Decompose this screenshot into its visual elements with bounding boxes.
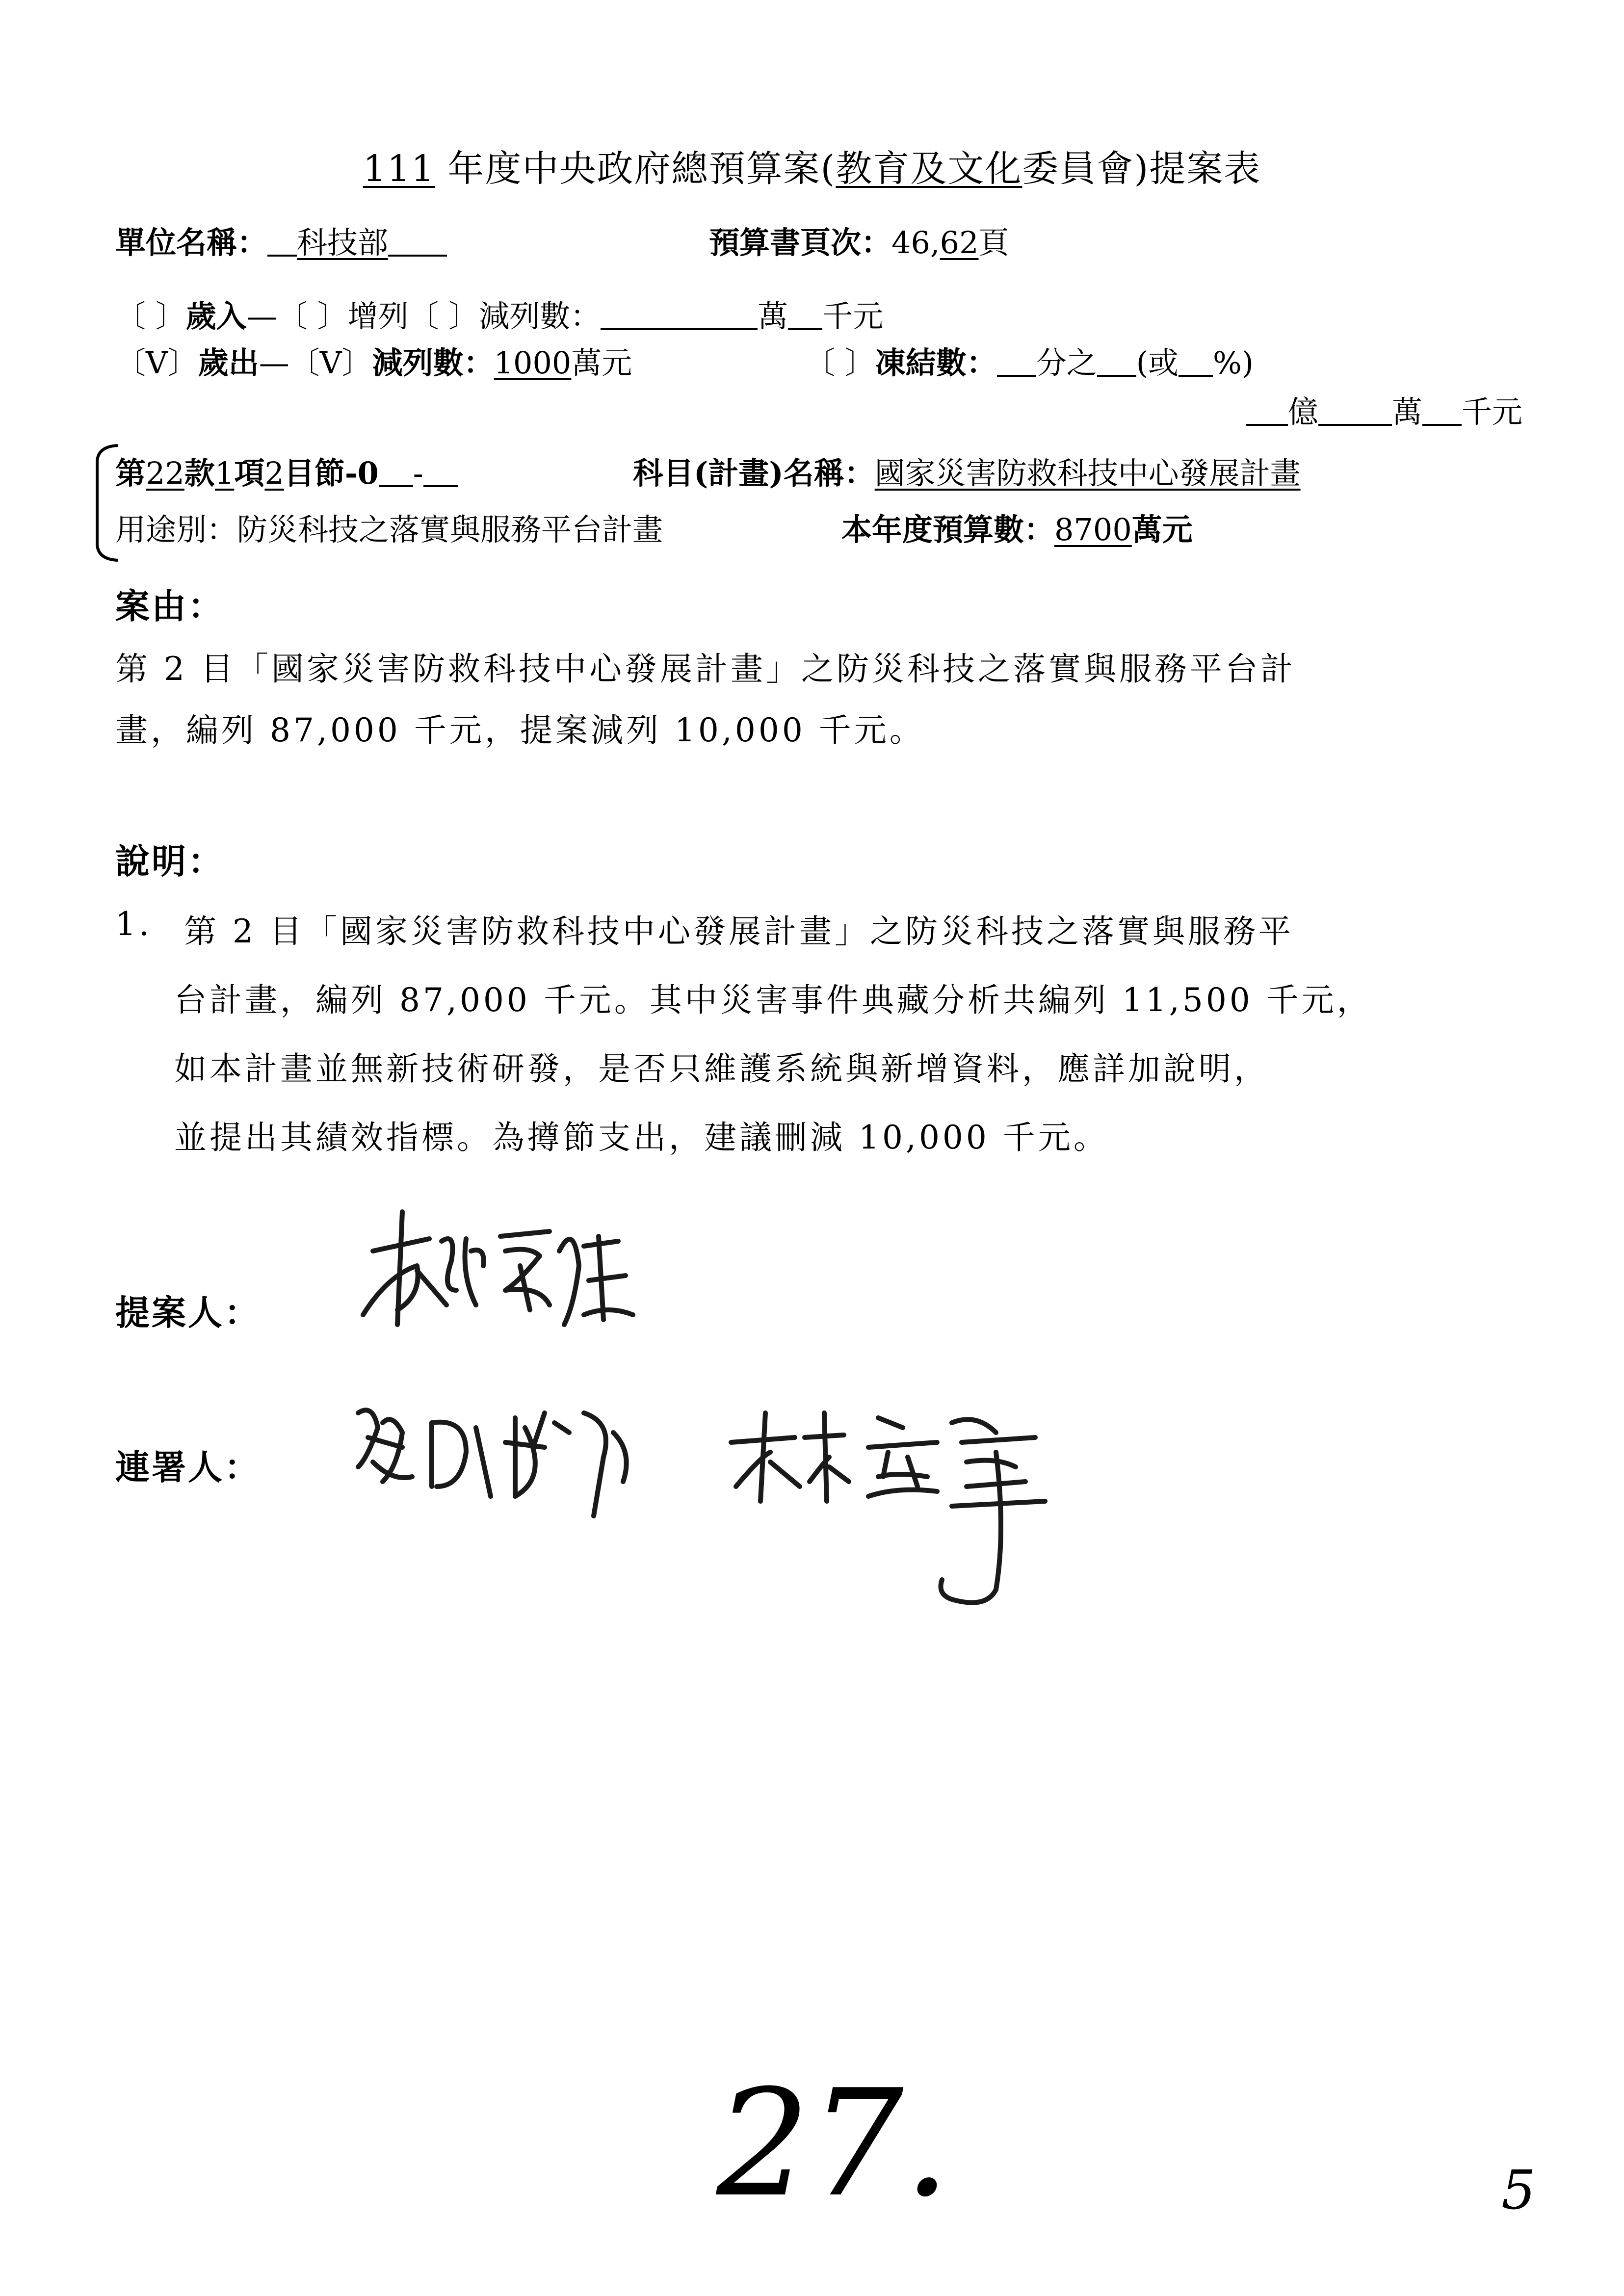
freeze-wan: 萬	[1392, 394, 1423, 430]
freeze-checkbox: 〔 〕	[805, 345, 875, 381]
subject-name-value: 國家災害防救科技中心發展計畫	[874, 455, 1301, 491]
budget-pages-suffix: 頁	[978, 225, 1009, 261]
decrease-label: 減列數：	[479, 298, 601, 334]
increase-label: 增列	[347, 298, 409, 334]
kuan-label: 款	[184, 455, 215, 491]
freeze-amount-line	[1246, 388, 1522, 431]
explanation-line-1: 第 2 目「國家災害防救科技中心發展計畫」之防災科技之落實與服務平	[184, 913, 1294, 950]
title-year: 111	[363, 148, 435, 190]
kuan-value: 22	[146, 455, 184, 491]
unit-name-label: 單位名稱：	[115, 225, 268, 261]
cosigner-label: 連署人：	[115, 1447, 261, 1487]
mu-label: 目節-0	[284, 455, 379, 491]
expenditure-dash: —	[259, 345, 289, 381]
freeze-yi: 億	[1288, 394, 1319, 430]
page-number-text: 27.	[716, 2058, 951, 2229]
reason-line-2: 畫，編列 87,000 千元，提案減列 10,000 千元。	[115, 711, 925, 749]
subject-dash: -	[413, 455, 423, 491]
subject-name-row	[633, 449, 1301, 493]
increase-checkbox: 〔 〕	[277, 298, 348, 334]
freeze-huo: (或	[1136, 345, 1179, 381]
cosigner-signature-1-icon	[339, 1383, 653, 1531]
reason-heading: 案由：	[115, 586, 224, 626]
title-part1: 年度中央政府總預算案(	[435, 148, 836, 190]
xiang-label: 項	[234, 455, 265, 491]
revenue-qian: 千元	[822, 298, 884, 334]
annual-budget-value: 8700	[1054, 512, 1132, 548]
unit-name-row	[115, 218, 447, 262]
freeze-fen: 分之	[1036, 345, 1097, 381]
form-title	[0, 140, 1624, 192]
explanation-line-3: 如本計畫並無新技術研發，是否只維護系統與新增資料，應詳加說明，	[174, 1050, 1269, 1088]
explanation-line-4: 並提出其績效指標。為撙節支出，建議刪減 10,000 千元。	[174, 1119, 1109, 1156]
title-part2: 委員會)提案表	[1022, 148, 1261, 190]
usage-value: 防災科技之落實與服務平台計畫	[237, 512, 663, 548]
annual-budget-label: 本年度預算數：	[841, 512, 1055, 548]
freeze-line	[805, 339, 1254, 382]
explanation-line-2: 台計畫，編列 87,000 千元。其中災害事件典藏分析共編列 11,500 千元，	[174, 981, 1372, 1019]
revenue-dash: —	[246, 298, 277, 334]
budget-pages-value-b: 62	[940, 225, 979, 261]
usage-label: 用途別：	[115, 512, 237, 548]
annual-budget-row	[841, 505, 1193, 549]
expenditure-decrease-value: 1000	[494, 345, 572, 381]
explanation-number: 1.	[115, 905, 152, 943]
revenue-label: 歲入	[185, 298, 247, 334]
expenditure-decrease-unit: 萬元	[571, 345, 632, 381]
mu-value: 2	[264, 455, 284, 491]
budget-pages-value-a: 46,	[891, 225, 940, 261]
expenditure-checkbox: 〔V〕	[115, 345, 198, 381]
unit-name-value: 科技部	[297, 225, 389, 261]
proposer-label: 提案人：	[115, 1292, 261, 1333]
usage-row	[115, 505, 663, 549]
explanation-heading: 說明：	[115, 841, 224, 882]
revenue-line	[115, 292, 883, 336]
handwritten-page-number	[716, 2058, 951, 2229]
proposer-signature-icon	[343, 1192, 648, 1369]
xiang-value: 1	[214, 455, 235, 491]
cosigner-signature-2-icon	[721, 1403, 1055, 1629]
expenditure-label: 歲出	[198, 345, 259, 381]
reason-line-1: 第 2 目「國家災害防救科技中心發展計畫」之防災科技之落實與服務平台計	[115, 650, 1296, 688]
budget-pages-row	[709, 218, 1009, 262]
expenditure-decrease-checkbox: 〔V〕	[289, 345, 372, 381]
annual-budget-unit: 萬元	[1131, 512, 1193, 548]
decrease-checkbox: 〔 〕	[408, 298, 479, 334]
subject-line	[115, 449, 458, 493]
freeze-qian: 千元	[1462, 394, 1523, 430]
budget-pages-label: 預算書頁次：	[709, 225, 892, 261]
subject-name-label: 科目(計畫)名稱：	[633, 455, 875, 491]
expenditure-line	[115, 339, 632, 382]
expenditure-decrease-label: 減列數：	[372, 345, 494, 381]
corner-page-number: 5	[1501, 2159, 1536, 2221]
kuan-prefix: 第	[115, 455, 146, 491]
title-committee: 教育及文化	[836, 148, 1022, 190]
revenue-checkbox: 〔 〕	[115, 298, 186, 334]
freeze-label: 凍結數：	[875, 345, 997, 381]
revenue-wan: 萬	[758, 298, 788, 334]
freeze-pct: %)	[1212, 345, 1254, 381]
